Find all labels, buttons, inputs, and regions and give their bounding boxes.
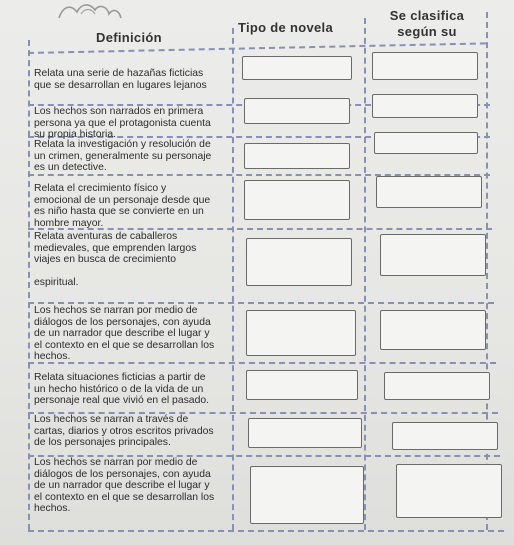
definition-text-6: Los hechos se narran por medio de diálogos de los personajes, con ayuda de un narrador que describe el lugar y el contexto en el que se desarrollan los hechos. — [34, 305, 215, 363]
header-tipo-de-novela: Tipo de novela — [238, 20, 333, 35]
row-divider — [28, 302, 494, 304]
tipo-answer-box-8[interactable] — [248, 418, 362, 448]
header-definicion: Definición — [96, 30, 162, 45]
definition-text-3: Relata la investigación y resolución de un crimen, generalmente su personaje es un detective. — [34, 139, 212, 174]
clasifica-answer-box-8[interactable] — [392, 422, 498, 450]
definition-text-2: Los hechos son narrados en primera persona ya que el protagonista cuenta su propia historia. — [34, 106, 211, 141]
clasifica-answer-box-9[interactable] — [396, 464, 502, 518]
tipo-answer-box-7[interactable] — [246, 370, 358, 400]
clasifica-answer-box-4[interactable] — [376, 176, 482, 208]
column-divider — [364, 18, 366, 530]
tipo-answer-box-2[interactable] — [244, 98, 350, 124]
definition-text-4: Relata el crecimiento físico y emocional de un personaje desde que es niño hasta que se convierte en un hombre mayor. — [34, 183, 211, 229]
definition-text-1: Relata una serie de hazañas ficticias que se desarrollan en lugares lejanos — [34, 68, 207, 91]
clasifica-answer-box-2[interactable] — [372, 94, 478, 118]
table-left-border — [28, 40, 30, 530]
pencil-scribble-icon — [55, 0, 125, 22]
header-se-clasifica — [372, 8, 482, 40]
tipo-answer-box-6[interactable] — [246, 310, 356, 356]
definition-text-9: Los hechos se narran por medio de diálogos de los personajes, con ayuda de un narrador que describe el lugar y el contexto en el que se desarrollan los hechos. — [34, 457, 215, 515]
table-bottom-border — [28, 530, 504, 532]
definition-text-5: Relata aventuras de caballeros medievales, que emprenden largos viajes en busca de crecimiento espiritual. — [34, 231, 197, 289]
tipo-answer-box-4[interactable] — [244, 180, 350, 220]
clasifica-answer-box-6[interactable] — [380, 310, 486, 350]
header-se-clasifica-line1: Se clasifica — [389, 8, 465, 23]
definition-text-8: Los hechos se narran a través de cartas, diarios y otros escritos privados de los personajes principales. — [34, 414, 214, 449]
clasifica-answer-box-1[interactable] — [372, 52, 478, 80]
tipo-answer-box-1[interactable] — [242, 56, 352, 80]
tipo-answer-box-9[interactable] — [250, 466, 364, 524]
tipo-answer-box-5[interactable] — [246, 238, 352, 286]
clasifica-answer-box-7[interactable] — [384, 372, 490, 400]
clasifica-answer-box-5[interactable] — [380, 234, 486, 276]
header-se-clasifica-line2: según su — [397, 24, 457, 39]
definition-text-7: Relata situaciones ficticias a partir de un hecho histórico o de la vida de un personaje real que vivió en el pasado. — [34, 372, 210, 407]
tipo-answer-box-3[interactable] — [244, 143, 350, 169]
clasifica-answer-box-3[interactable] — [374, 132, 478, 154]
table-right-border — [486, 12, 488, 530]
